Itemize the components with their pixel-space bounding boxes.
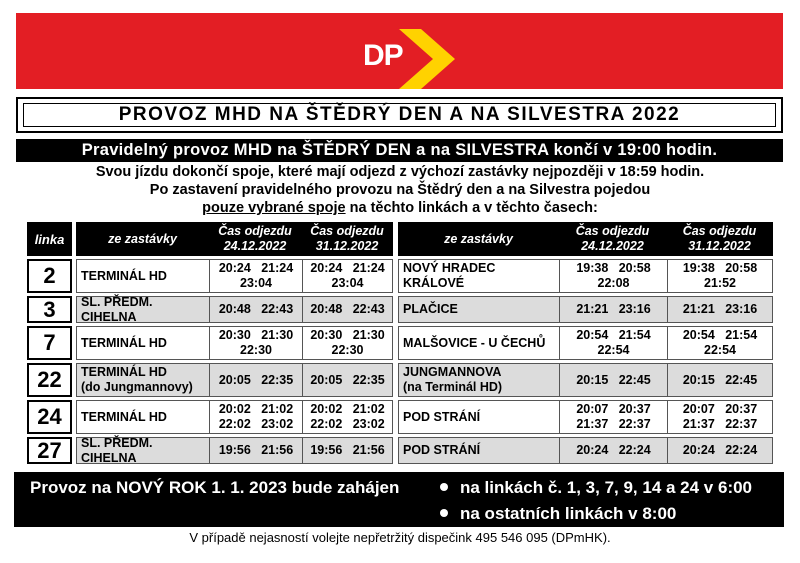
table-row [398, 400, 773, 434]
line-number: 3 [27, 296, 72, 323]
time-24 [210, 438, 302, 463]
time-value: 19:56 21:56 [310, 443, 385, 457]
time-value: 20:24 21:24 [218, 261, 294, 275]
table-row [76, 296, 393, 323]
time-value: 20:30 21:30 [310, 328, 385, 342]
stop-label: MALŠOVICE - U ČECHŮ [403, 335, 546, 350]
stop-label: NOVÝ HRADEC KRÁLOVÉ [403, 261, 496, 290]
time-value: 22:30 [240, 343, 272, 357]
subtitle-line-1: Svou jízdu dokončí spoje, které mají odjezd z výchozí zastávky nejpozději v 18:59 hodin. [95, 164, 705, 180]
time-value: 20:02 21:02 [310, 402, 385, 416]
stop-name [399, 297, 560, 322]
time-value: 22:02 23:02 [310, 417, 385, 431]
table-row [76, 259, 393, 293]
time-24 [210, 297, 302, 322]
time-24 [560, 401, 667, 433]
stop-label: TERMINÁL HD [81, 409, 167, 424]
header-date-31 [666, 222, 773, 256]
line-number: 22 [27, 363, 72, 397]
time-24 [560, 364, 667, 396]
notice-bar: Pravidelný provoz MHD na ŠTĚDRÝ DEN a na SILVESTRA končí v 19:00 hodin. [16, 139, 783, 162]
table-row [398, 296, 773, 323]
table-row [76, 363, 393, 397]
stop-label: POD STRÁNÍ [403, 409, 481, 424]
bullet-icon [440, 509, 448, 517]
time-value: 20:30 21:30 [218, 328, 294, 342]
title-box [16, 97, 783, 133]
time-value: 20:48 22:43 [310, 302, 385, 316]
time-value: 20:02 21:02 [218, 402, 294, 416]
new-year-item [440, 504, 676, 524]
time-value: 20:54 21:54 [682, 328, 758, 342]
time-value: 20:07 20:37 [576, 402, 651, 416]
selected-services-emphasis: pouze vybrané spoje [202, 200, 346, 216]
stop-name [77, 327, 210, 359]
subtitle-line-2: Po zastavení pravidelného provozu na Štědrý den a na Silvestra pojedou [149, 182, 651, 198]
stop-name [399, 260, 560, 292]
stop-direction: (na Terminál HD) [403, 380, 503, 394]
stop-name [399, 364, 560, 396]
header-label: Čas odjezdu [310, 224, 384, 238]
time-value: 20:15 22:45 [682, 372, 758, 387]
time-value: 20:05 22:35 [218, 372, 294, 387]
time-31 [302, 297, 392, 322]
time-31 [667, 297, 772, 322]
footer-contact: V případě nejasností volejte nepřetržitý dispečink 495 546 095 (DPmHK). [189, 530, 611, 545]
stop-name [399, 401, 560, 433]
bullet-icon [440, 483, 448, 491]
stop-name [77, 294, 210, 324]
stop-label: SL. PŘEDM. CIHELNA [81, 435, 153, 465]
time-value: 21:21 23:16 [682, 302, 758, 316]
time-24 [560, 327, 667, 359]
time-value: 20:24 21:24 [310, 261, 385, 275]
line-number: 27 [27, 437, 72, 464]
line-number: 7 [27, 326, 72, 360]
time-value: 20:15 22:45 [576, 372, 651, 387]
time-31 [667, 364, 772, 396]
time-value: 22:54 [597, 343, 630, 357]
time-24 [560, 297, 667, 322]
header-date: 31.12.2022 [688, 239, 751, 253]
stop-name [77, 401, 210, 433]
new-year-item [440, 478, 752, 498]
time-value: 22:30 [331, 343, 364, 357]
time-value: 21:21 23:16 [576, 302, 651, 316]
time-24 [560, 260, 667, 292]
header-label: Čas odjezdu [218, 224, 292, 238]
right-timetable [398, 222, 773, 464]
stop-name [77, 435, 210, 465]
header-label: Čas odjezdu [682, 224, 757, 238]
time-24 [560, 438, 667, 463]
stop-label: JUNGMANNOVA [403, 365, 502, 379]
header-date-31 [301, 222, 393, 256]
header-stop: ze zastávky [108, 231, 177, 246]
header-date: 24.12.2022 [223, 239, 287, 253]
time-31 [302, 260, 392, 292]
logo-text: DP [363, 39, 403, 72]
header-date: 31.12.2022 [315, 239, 379, 253]
time-31 [302, 327, 392, 359]
stop-label: TERMINÁL HD [81, 268, 167, 283]
table-header [398, 222, 773, 256]
stop-name [399, 327, 560, 359]
time-value: 23:04 [240, 276, 272, 290]
left-timetable [76, 222, 393, 464]
table-row [398, 363, 773, 397]
header-date-24 [209, 222, 301, 256]
line-number: 24 [27, 400, 72, 434]
time-value: 21:37 22:37 [682, 417, 758, 431]
time-value: 20:24 22:24 [576, 443, 651, 457]
stop-label: PLAČICE [403, 302, 458, 316]
table-header [76, 222, 393, 256]
time-31 [302, 401, 392, 433]
line-column-header: linka [27, 222, 72, 256]
time-value: 19:56 21:56 [218, 443, 294, 457]
line-number-column [27, 222, 72, 464]
table-row [76, 437, 393, 464]
header-banner [16, 13, 783, 89]
time-value: 20:07 20:37 [682, 402, 758, 416]
header-date-24 [559, 222, 666, 256]
time-value: 22:54 [704, 343, 736, 357]
time-31 [302, 364, 392, 396]
time-value: 22:08 [597, 276, 630, 290]
stop-name [77, 364, 210, 396]
header-label: Čas odjezdu [575, 224, 650, 238]
time-value: 19:38 20:58 [576, 261, 651, 275]
time-31 [667, 438, 772, 463]
new-year-item-text: na linkách č. 1, 3, 7, 9, 14 a 24 v 6:00 [460, 478, 753, 497]
stop-name [399, 438, 560, 463]
time-31 [667, 260, 772, 292]
header-stop: ze zastávky [444, 231, 513, 246]
stop-label: SL. PŘEDM. CIHELNA [81, 294, 153, 324]
table-row [76, 400, 393, 434]
time-24 [210, 260, 302, 292]
time-value: 19:38 20:58 [682, 261, 758, 275]
stop-label: POD STRÁNÍ [403, 443, 481, 457]
stop-label: TERMINÁL HD [81, 335, 167, 350]
table-row [76, 326, 393, 360]
dp-logo [363, 29, 457, 89]
time-value: 23:04 [331, 276, 364, 290]
time-value: 20:54 21:54 [576, 328, 651, 342]
stop-direction: (do Jungmannovy) [81, 380, 193, 394]
subtitle-line-3 [0, 200, 800, 216]
new-year-item-text: na ostatních linkách v 8:00 [460, 504, 677, 523]
time-31 [667, 401, 772, 433]
subtitle-line-3-rest: na těchto linkách a v těchto časech: [345, 200, 598, 216]
time-value: 20:05 22:35 [310, 372, 385, 387]
time-value: 20:24 22:24 [682, 443, 758, 457]
table-row [398, 437, 773, 464]
time-31 [302, 438, 392, 463]
time-value: 22:02 23:02 [218, 417, 294, 431]
table-row [398, 326, 773, 360]
new-year-notice [14, 472, 784, 527]
line-number: 2 [27, 259, 72, 293]
time-31 [667, 327, 772, 359]
time-value: 20:48 22:43 [218, 302, 294, 316]
new-year-heading: Provoz na NOVÝ ROK 1. 1. 2023 bude zahájen [30, 478, 400, 497]
time-value: 21:37 22:37 [576, 417, 651, 431]
time-value: 21:52 [704, 276, 736, 290]
table-row [398, 259, 773, 293]
page-title: PROVOZ MHD NA ŠTĚDRÝ DEN A NA SILVESTRA 2022 [23, 103, 776, 127]
header-date: 24.12.2022 [581, 239, 644, 253]
time-24 [210, 401, 302, 433]
time-24 [210, 327, 302, 359]
stop-label: TERMINÁL HD [81, 365, 167, 379]
stop-name [77, 260, 210, 292]
time-24 [210, 364, 302, 396]
